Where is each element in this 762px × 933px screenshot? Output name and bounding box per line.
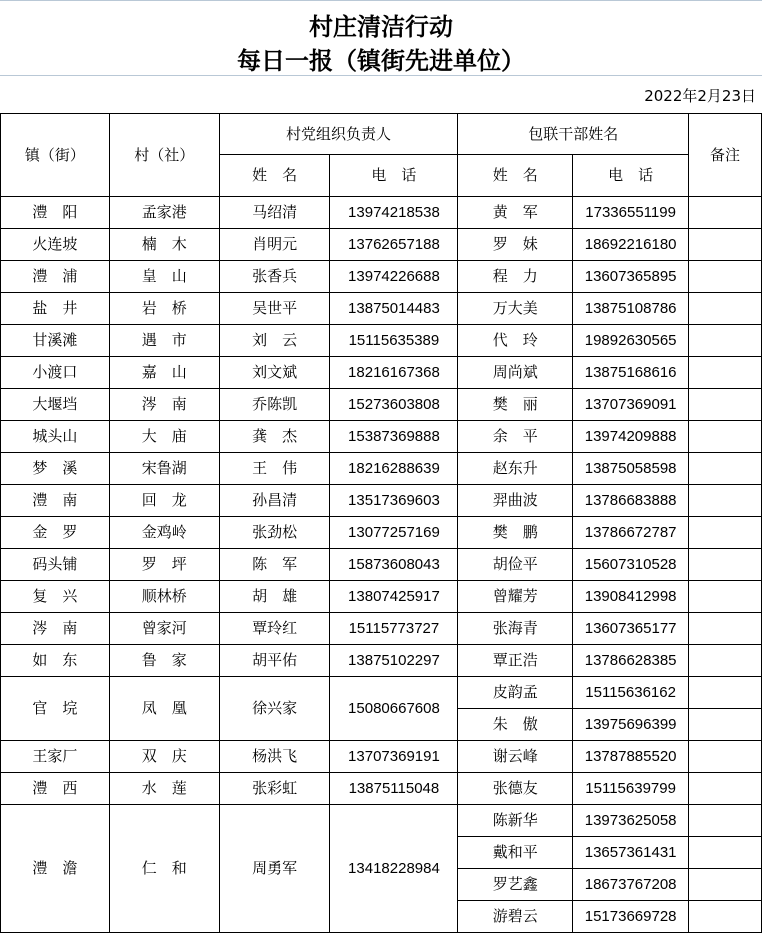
town-cell: 澧 浦 <box>1 261 110 293</box>
cadre-phone-cell: 15173669728 <box>573 901 689 933</box>
remark-cell <box>689 229 762 261</box>
cadre-name-cell: 朱 傲 <box>458 709 573 741</box>
cadre-name-cell: 万大美 <box>458 293 573 325</box>
village-cell: 回 龙 <box>109 485 219 517</box>
cadre-name-cell: 羿曲波 <box>458 485 573 517</box>
leader-phone-cell: 18216288639 <box>330 453 458 485</box>
remark-cell <box>689 485 762 517</box>
cadre-phone-cell: 18692216180 <box>573 229 689 261</box>
cadre-phone-cell: 13975696399 <box>573 709 689 741</box>
village-cell: 宋鲁湖 <box>109 453 219 485</box>
leader-name-cell: 马绍清 <box>219 197 330 229</box>
remark-cell <box>689 837 762 869</box>
cadre-name-cell: 皮韵孟 <box>458 677 573 709</box>
village-cell: 皇 山 <box>109 261 219 293</box>
town-cell: 涔 南 <box>1 613 110 645</box>
cadre-name-cell: 张海青 <box>458 613 573 645</box>
leader-name-cell: 胡平佑 <box>219 645 330 677</box>
town-cell: 码头铺 <box>1 549 110 581</box>
village-cell: 孟家港 <box>109 197 219 229</box>
leader-name-cell: 王 伟 <box>219 453 330 485</box>
table-row <box>1 549 762 581</box>
leader-name-cell: 肖明元 <box>219 229 330 261</box>
table-row <box>1 517 762 549</box>
header-row-1 <box>1 114 762 155</box>
table-row <box>1 421 762 453</box>
cadre-name-cell: 代 玲 <box>458 325 573 357</box>
cadre-name-cell: 樊 丽 <box>458 389 573 421</box>
header-village: 村（社） <box>109 114 219 197</box>
leader-phone-cell: 13762657188 <box>330 229 458 261</box>
table-row <box>1 261 762 293</box>
leader-phone-cell: 15115773727 <box>330 613 458 645</box>
leader-name-cell: 张彩虹 <box>219 773 330 805</box>
town-cell: 如 东 <box>1 645 110 677</box>
cadre-phone-cell: 19892630565 <box>573 325 689 357</box>
village-cell: 双 庆 <box>109 741 219 773</box>
village-cell: 水 莲 <box>109 773 219 805</box>
remark-cell <box>689 389 762 421</box>
cadre-name-cell: 余 平 <box>458 421 573 453</box>
cadre-phone-cell: 15115636162 <box>573 677 689 709</box>
report-table-body <box>1 114 762 933</box>
remark-cell <box>689 421 762 453</box>
report-title: 村庄清洁行动 <box>309 12 453 41</box>
cadre-name-cell: 周尚斌 <box>458 357 573 389</box>
cadre-phone-cell: 13786683888 <box>573 485 689 517</box>
cadre-name-cell: 谢云峰 <box>458 741 573 773</box>
cadre-name-cell: 胡俭平 <box>458 549 573 581</box>
cadre-name-cell: 陈新华 <box>458 805 573 837</box>
date-row <box>0 76 762 114</box>
town-cell: 小渡口 <box>1 357 110 389</box>
cadre-name-cell: 戴和平 <box>458 837 573 869</box>
leader-phone-cell: 15080667608 <box>330 677 458 741</box>
leader-name-cell: 徐兴家 <box>219 677 330 741</box>
village-cell: 罗 坪 <box>109 549 219 581</box>
remark-cell <box>689 197 762 229</box>
remark-cell <box>689 741 762 773</box>
cadre-name-cell: 赵东升 <box>458 453 573 485</box>
table-row <box>1 741 762 773</box>
table-row <box>1 805 762 837</box>
report-table <box>0 113 762 933</box>
leader-name-cell: 吴世平 <box>219 293 330 325</box>
table-row <box>1 389 762 421</box>
village-cell: 岩 桥 <box>109 293 219 325</box>
cadre-name-cell: 曾耀芳 <box>458 581 573 613</box>
leader-phone-cell: 18216167368 <box>330 357 458 389</box>
leader-phone-cell: 13418228984 <box>330 805 458 933</box>
village-cell: 遇 市 <box>109 325 219 357</box>
table-row <box>1 645 762 677</box>
remark-cell <box>689 677 762 709</box>
cadre-phone-cell: 17336551199 <box>573 197 689 229</box>
cadre-name-cell: 樊 鹏 <box>458 517 573 549</box>
header-leader-name: 姓 名 <box>219 155 330 197</box>
leader-phone-cell: 13974218538 <box>330 197 458 229</box>
cadre-name-cell: 黄 军 <box>458 197 573 229</box>
remark-cell <box>689 517 762 549</box>
leader-name-cell: 刘文斌 <box>219 357 330 389</box>
remark-cell <box>689 581 762 613</box>
remark-cell <box>689 645 762 677</box>
leader-phone-cell: 13517369603 <box>330 485 458 517</box>
village-cell: 楠 木 <box>109 229 219 261</box>
cadre-phone-cell: 13973625058 <box>573 805 689 837</box>
remark-cell <box>689 549 762 581</box>
village-cell: 凤 凰 <box>109 677 219 741</box>
table-row <box>1 581 762 613</box>
remark-cell <box>689 613 762 645</box>
village-cell: 嘉 山 <box>109 357 219 389</box>
report-date: 2022年2月23日 <box>644 87 756 105</box>
town-cell: 复 兴 <box>1 581 110 613</box>
leader-phone-cell: 13807425917 <box>330 581 458 613</box>
town-cell: 澧 西 <box>1 773 110 805</box>
cadre-name-cell: 张德友 <box>458 773 573 805</box>
table-row <box>1 677 762 709</box>
town-cell: 澧 澹 <box>1 805 110 933</box>
table-row <box>1 229 762 261</box>
leader-phone-cell: 15387369888 <box>330 421 458 453</box>
header-town: 镇（街） <box>1 114 110 197</box>
leader-phone-cell: 13077257169 <box>330 517 458 549</box>
cadre-phone-cell: 13908412998 <box>573 581 689 613</box>
town-cell: 盐 井 <box>1 293 110 325</box>
cadre-phone-cell: 13875058598 <box>573 453 689 485</box>
cadre-name-cell: 游碧云 <box>458 901 573 933</box>
remark-cell <box>689 901 762 933</box>
leader-phone-cell: 13875102297 <box>330 645 458 677</box>
header-cadre: 包联干部姓名 <box>458 114 689 155</box>
remark-cell <box>689 805 762 837</box>
cadre-phone-cell: 13786672787 <box>573 517 689 549</box>
leader-name-cell: 龚 杰 <box>219 421 330 453</box>
table-row <box>1 485 762 517</box>
town-cell: 梦 溪 <box>1 453 110 485</box>
cadre-phone-cell: 13974209888 <box>573 421 689 453</box>
town-cell: 官 垸 <box>1 677 110 741</box>
table-row <box>1 325 762 357</box>
cadre-phone-cell: 13707369091 <box>573 389 689 421</box>
leader-name-cell: 刘 云 <box>219 325 330 357</box>
cadre-name-cell: 罗 妹 <box>458 229 573 261</box>
table-row <box>1 453 762 485</box>
table-row <box>1 197 762 229</box>
leader-name-cell: 陈 军 <box>219 549 330 581</box>
table-row <box>1 357 762 389</box>
remark-cell <box>689 869 762 901</box>
header-cadre-name: 姓 名 <box>458 155 573 197</box>
cadre-name-cell: 罗艺鑫 <box>458 869 573 901</box>
village-cell: 金鸡岭 <box>109 517 219 549</box>
town-cell: 大堰垱 <box>1 389 110 421</box>
remark-cell <box>689 773 762 805</box>
cadre-name-cell: 覃正浩 <box>458 645 573 677</box>
leader-phone-cell: 15873608043 <box>330 549 458 581</box>
leader-name-cell: 乔陈凯 <box>219 389 330 421</box>
leader-name-cell: 张劲松 <box>219 517 330 549</box>
leader-name-cell: 胡 雄 <box>219 581 330 613</box>
report-subtitle: 每日一报（镇街先进单位） <box>237 46 525 75</box>
remark-cell <box>689 453 762 485</box>
cadre-phone-cell: 13787885520 <box>573 741 689 773</box>
cadre-phone-cell: 13607365895 <box>573 261 689 293</box>
leader-phone-cell: 13875115048 <box>330 773 458 805</box>
town-cell: 城头山 <box>1 421 110 453</box>
town-cell: 澧 阳 <box>1 197 110 229</box>
leader-name-cell: 杨洪飞 <box>219 741 330 773</box>
leader-phone-cell: 15115635389 <box>330 325 458 357</box>
village-cell: 顺林桥 <box>109 581 219 613</box>
cadre-phone-cell: 13786628385 <box>573 645 689 677</box>
remark-cell <box>689 261 762 293</box>
leader-name-cell: 张香兵 <box>219 261 330 293</box>
header-remark: 备注 <box>689 114 762 197</box>
leader-phone-cell: 13707369191 <box>330 741 458 773</box>
header-cadre-phone: 电 话 <box>573 155 689 197</box>
village-cell: 仁 和 <box>109 805 219 933</box>
title-block <box>0 0 762 76</box>
village-cell: 鲁 家 <box>109 645 219 677</box>
town-cell: 王家厂 <box>1 741 110 773</box>
leader-phone-cell: 15273603808 <box>330 389 458 421</box>
cadre-phone-cell: 15607310528 <box>573 549 689 581</box>
table-row <box>1 293 762 325</box>
cadre-name-cell: 程 力 <box>458 261 573 293</box>
town-cell: 金 罗 <box>1 517 110 549</box>
town-cell: 火连坡 <box>1 229 110 261</box>
header-leader-phone: 电 话 <box>330 155 458 197</box>
cadre-phone-cell: 13875168616 <box>573 357 689 389</box>
cadre-phone-cell: 13657361431 <box>573 837 689 869</box>
village-cell: 大 庙 <box>109 421 219 453</box>
table-row <box>1 773 762 805</box>
remark-cell <box>689 357 762 389</box>
remark-cell <box>689 325 762 357</box>
town-cell: 澧 南 <box>1 485 110 517</box>
remark-cell <box>689 293 762 325</box>
town-cell: 甘溪滩 <box>1 325 110 357</box>
table-row <box>1 613 762 645</box>
leader-phone-cell: 13875014483 <box>330 293 458 325</box>
leader-phone-cell: 13974226688 <box>330 261 458 293</box>
cadre-phone-cell: 13607365177 <box>573 613 689 645</box>
village-cell: 曾家河 <box>109 613 219 645</box>
village-cell: 涔 南 <box>109 389 219 421</box>
cadre-phone-cell: 13875108786 <box>573 293 689 325</box>
header-party-leader: 村党组织负责人 <box>219 114 458 155</box>
leader-name-cell: 覃玲红 <box>219 613 330 645</box>
leader-name-cell: 周勇军 <box>219 805 330 933</box>
cadre-phone-cell: 15115639799 <box>573 773 689 805</box>
remark-cell <box>689 709 762 741</box>
cadre-phone-cell: 18673767208 <box>573 869 689 901</box>
leader-name-cell: 孙昌清 <box>219 485 330 517</box>
